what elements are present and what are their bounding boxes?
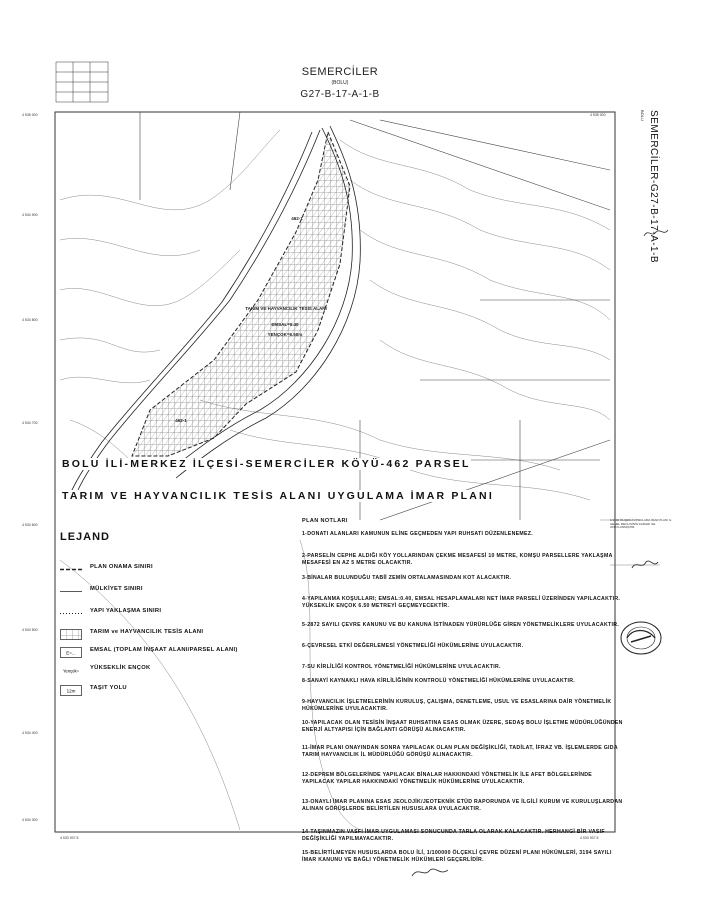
side-sheet-title: SEMERCİLER-G27-B-17-A-1-B bbox=[648, 110, 659, 264]
legend-label: YÜKSEKLİK ENÇOK bbox=[90, 665, 151, 671]
legend-label: MÜLKİYET SINIRI bbox=[90, 586, 143, 592]
dot-line-icon bbox=[60, 606, 82, 617]
coord-left: 4 534 300 bbox=[22, 818, 38, 822]
coord-left: 4 534 400 bbox=[22, 731, 38, 735]
legend-label: TAŞIT YOLU bbox=[90, 685, 127, 691]
coord-top-right: 4 535 000 bbox=[590, 113, 606, 117]
hatch-icon bbox=[60, 627, 82, 638]
svg-text:E=...: E=... bbox=[66, 650, 76, 655]
map-height-label: YENÇOK=6.50m bbox=[267, 332, 303, 337]
legend-label: PLAN ONAMA SINIRI bbox=[90, 564, 153, 570]
legend-item bbox=[60, 679, 300, 697]
legend-item bbox=[60, 623, 300, 641]
signature-icon bbox=[410, 864, 450, 885]
svg-text:Yençok=: Yençok= bbox=[62, 668, 80, 673]
signature-icon bbox=[642, 226, 670, 245]
height-box-icon bbox=[60, 663, 82, 674]
plan-note: 14-TAŞINMAZIN VASFI İMAR UYGULAMASI SONUCUNDA TARLA OLARAK KALACAKTIR. HERHANGİ BİR VASIF DEĞİŞİKLİĞİ YAPILMAYACAKTIR. bbox=[302, 829, 605, 842]
plan-note: 2-PARSELİN CEPHE ALDIĞI KÖY YOLLARINDAN ÇEKME MESAFESİ 10 METRE, KOMŞU PARSELLERE YAKLAŞMA MESAFESİ EN AZ 5 METRE OLACAKTIR. bbox=[302, 553, 613, 566]
legend-item bbox=[60, 659, 300, 677]
approval-note: 1/1000 ÖLÇEKLİ UYGULAMA İMAR PLANI İL GENEL MECLİSİNİN KARARI İLE ONAYLANMIŞTIR. bbox=[610, 518, 672, 530]
plan-note: 7-SU KİRLİLİĞİ KONTROL YÖNETMELİĞİ HÜKÜMLERİNE UYULACAKTIR. bbox=[302, 664, 501, 670]
thin-line-icon bbox=[60, 584, 82, 595]
plan-note: 13-ONAYLI İMAR PLANINA ESAS JEOLOJİK/JEOTEKNİK ETÜD RAPORUNDA VE İLGİLİ KURUM VE KURULUŞLARDAN ALINAN GÖRÜŞLERDE BELİRTİLEN HUSUSLARA UYULACAKTIR. bbox=[302, 799, 623, 812]
plan-note: 1-DONATI ALANLARI KAMUNUN ELİNE GEÇMEDEN YAPI RUHSATI DÜZENLENEMEZ. bbox=[302, 531, 533, 537]
plan-note: 12-DEPREM BÖLGELERİNDE YAPILACAK BİNALAR HAKKINDAKİ YÖNETMELİK İLE AFET BÖLGELERİNDE YAPILACAK YAPILAR HAKKINDAKİ YÖNETMELİK HÜKÜMLERİNE UYULACAKTIR. bbox=[302, 772, 593, 785]
coord-bottom-right: 4 533 937.5 bbox=[580, 836, 599, 840]
coord-left: 4 534 600 bbox=[22, 523, 38, 527]
sheet-place-name: SEMERCİLER bbox=[301, 66, 379, 78]
dash-line-icon bbox=[60, 562, 82, 573]
official-seal-icon bbox=[617, 618, 665, 658]
plan-note: 15-BELİRTİLMEYEN HUSUSLARDA BOLU İLİ, 1/100000 ÖLÇEKLİ ÇEVRE DÜZENİ PLANI HÜKÜMLERİ, 3194 SAYILI İMAR KANUNU VE BAĞLI YÖNETMELİK HÜKÜMLERİ GEÇERLİDİR. bbox=[302, 850, 612, 863]
index-grid bbox=[56, 62, 108, 102]
coord-left: 4 534 900 bbox=[22, 213, 38, 217]
legend-title: LEJAND bbox=[60, 531, 111, 543]
legend-label: EMSAL (TOPLAM İNŞAAT ALANI/PARSEL ALANI) bbox=[90, 647, 238, 653]
plan-note: 6-ÇEVRESEL ETKİ DEĞERLEMESİ YÖNETMELİĞİ HÜKÜMLERİNE UYULACAKTIR. bbox=[302, 643, 524, 649]
sheet-number: G27-B-17-A-1-B bbox=[300, 89, 380, 100]
map-zone-label: TARIM VE HAYVANCILIK TESİS ALANI bbox=[245, 306, 327, 311]
coord-left: 4 534 500 bbox=[22, 628, 38, 632]
coord-left: 4 534 800 bbox=[22, 318, 38, 322]
signature-icon bbox=[630, 556, 660, 577]
plan-note: 4-YAPILANMA KOŞULLARI; EMSAL:0.40, EMSAL HESAPLAMALARI NET İMAR PARSELİ ÜZERİNDEN YAPILACAKTIR. YÜKSEKLİK ENÇOK 6.50 METREYİ GEÇMEYECEKTİR. bbox=[302, 596, 621, 609]
plan-note: 9-HAYVANCILIK İŞLETMELERİNİN KURULUŞ, ÇALIŞMA, DENETLEME, USUL VE ESASLARINA DAİR YÖNETMELİK HÜKÜMLERİNE UYULACAKTIR. bbox=[302, 699, 612, 712]
coord-bottom-left: 4 533 937.5 bbox=[60, 836, 79, 840]
legend-label: TARIM ve HAYVANCILIK TESİS ALANI bbox=[90, 629, 204, 635]
emsal-box-icon bbox=[60, 645, 82, 656]
road-icon bbox=[60, 683, 82, 694]
plan-note: 11-İMAR PLANI ONAYINDAN SONRA YAPILACAK OLAN PLAN DEĞİŞİKLİĞİ, TADİLAT, İFRAZ VB. İŞLEMLERDE GIDA TARIM HAYVANCILIK İL MÜDÜRLÜĞÜ GÖRÜŞÜ ALINACAKTIR. bbox=[302, 745, 618, 758]
plan-note: 8-SANAYİ KAYNAKLI HAVA KİRLİLİĞİNİN KONTROLÜ YÖNETMELİĞİ HÜKÜMLERİNE UYULACAKTIR. bbox=[302, 678, 576, 684]
coord-left: 4 534 700 bbox=[22, 421, 38, 425]
plan-title-line-2: TARIM VE HAYVANCILIK TESİS ALANI UYGULAMA İMAR PLANI bbox=[62, 490, 494, 502]
plan-note: 10-YAPILACAK OLAN TESİSİN İNŞAAT RUHSATINA ESAS OLMAK ÜZERE, SEDAŞ BOLU İŞLETME MÜDÜRLÜĞÜNDEN ENERJİ ALTYAPISI İÇİN BAĞLANTI GÖRÜŞÜ ALINACAKTIR. bbox=[302, 720, 623, 733]
plan-note: 3-BİNALAR BULUNDUĞU TABİİ ZEMİN ORTALAMASINDAN KOT ALACAKTIR. bbox=[302, 575, 512, 581]
sheet-province: (BOLU) bbox=[331, 80, 349, 86]
legend-item bbox=[60, 602, 300, 620]
plan-note: 5-2872 SAYILI ÇEVRE KANUNU VE BU KANUNA İSTİNADEN YÜRÜRLÜĞE GİREN YÖNETMELİKLERE UYULACAKTIR. bbox=[302, 622, 619, 628]
map-emsal-label: EMSAL=0.40 bbox=[271, 322, 299, 327]
legend-label: YAPI YAKLAŞMA SINIRI bbox=[90, 608, 162, 614]
legend-item bbox=[60, 558, 300, 576]
side-sheet-province: BOLU bbox=[640, 110, 645, 121]
map-parcel-label-top: 462-1 bbox=[291, 216, 303, 221]
plan-title-line-1: BOLU İLİ-MERKEZ İLÇESİ-SEMERCİLER KÖYÜ-462 PARSEL bbox=[62, 458, 471, 470]
map-parcel-label-bottom: 462-1 bbox=[175, 418, 187, 423]
plan-notes-title: PLAN NOTLARI bbox=[302, 518, 348, 524]
legend-item bbox=[60, 580, 300, 598]
coord-left: 4 535 000 bbox=[22, 113, 38, 117]
svg-text:12m: 12m bbox=[66, 688, 76, 693]
legend-item bbox=[60, 641, 300, 659]
